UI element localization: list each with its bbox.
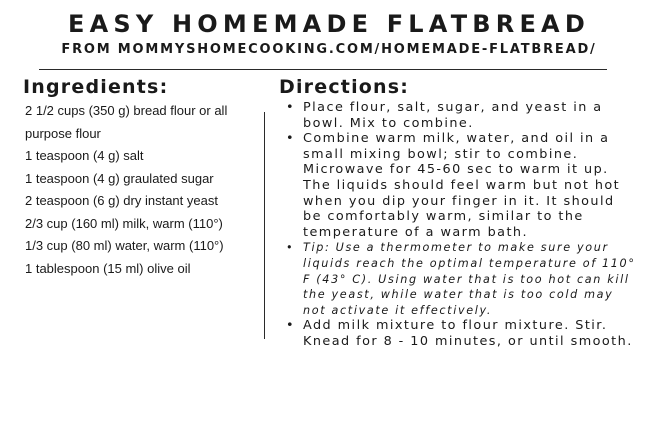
recipe-title: EASY HOMEMADE FLATBREAD xyxy=(68,10,590,38)
ingredients-list xyxy=(25,100,265,280)
directions-heading: Directions: xyxy=(279,76,410,98)
direction-step-text: Place flour, salt, sugar, and yeast in a bowl. Mix to combine. xyxy=(303,100,603,131)
bullet-icon: • xyxy=(286,131,294,147)
ingredients-heading: Ingredients: xyxy=(23,76,169,98)
ingredient-item: 2 1/2 cups (350 g) bread flour or all purpose flour xyxy=(25,103,228,141)
recipe-source: FROM MOMMYSHOMECOOKING.COM/HOMEMADE-FLATBREAD/ xyxy=(61,42,597,57)
ingredient-item: 1 teaspoon (4 g) salt xyxy=(25,148,144,163)
direction-tip xyxy=(286,240,636,318)
direction-step-text: Combine warm milk, water, and oil in a small mixing bowl; stir to combine. Microwave for 45-60 sec to warm it up. The liquids should feel warm but not hot when you dip your finger in it. It should be comfortably warm, similar to the temperature of a warm bath. xyxy=(303,131,621,240)
direction-tip-text: Tip: Use a thermometer to make sure your liquids reach the optimal temperature of 110° F (43° C). Using water that is too hot can kill the yeast, while water that is too cold may not activate it effectively. xyxy=(303,241,636,317)
ingredient-item: 1/3 cup (80 ml) water, warm (110°) xyxy=(25,238,224,253)
ingredient-item: 1 tablespoon (15 ml) olive oil xyxy=(25,260,191,276)
column-divider xyxy=(264,112,265,339)
directions-list xyxy=(286,100,636,350)
direction-step xyxy=(286,318,636,349)
direction-step xyxy=(286,131,636,240)
header-divider xyxy=(39,69,607,70)
bullet-icon: • xyxy=(286,100,294,115)
ingredient-item: 2 teaspoon (6 g) dry instant yeast xyxy=(25,193,218,208)
direction-step-text: Add milk mixture to flour mixture. Stir. Knead for 8 - 10 minutes, or until smooth. xyxy=(303,318,633,349)
ingredient-item: 1 teaspoon (4 g) graulated sugar xyxy=(25,170,214,186)
ingredient-item: 2/3 cup (160 ml) milk, warm (110°) xyxy=(25,215,223,231)
direction-step xyxy=(286,100,636,131)
bullet-icon: • xyxy=(286,318,294,334)
bullet-icon: • xyxy=(286,241,293,255)
